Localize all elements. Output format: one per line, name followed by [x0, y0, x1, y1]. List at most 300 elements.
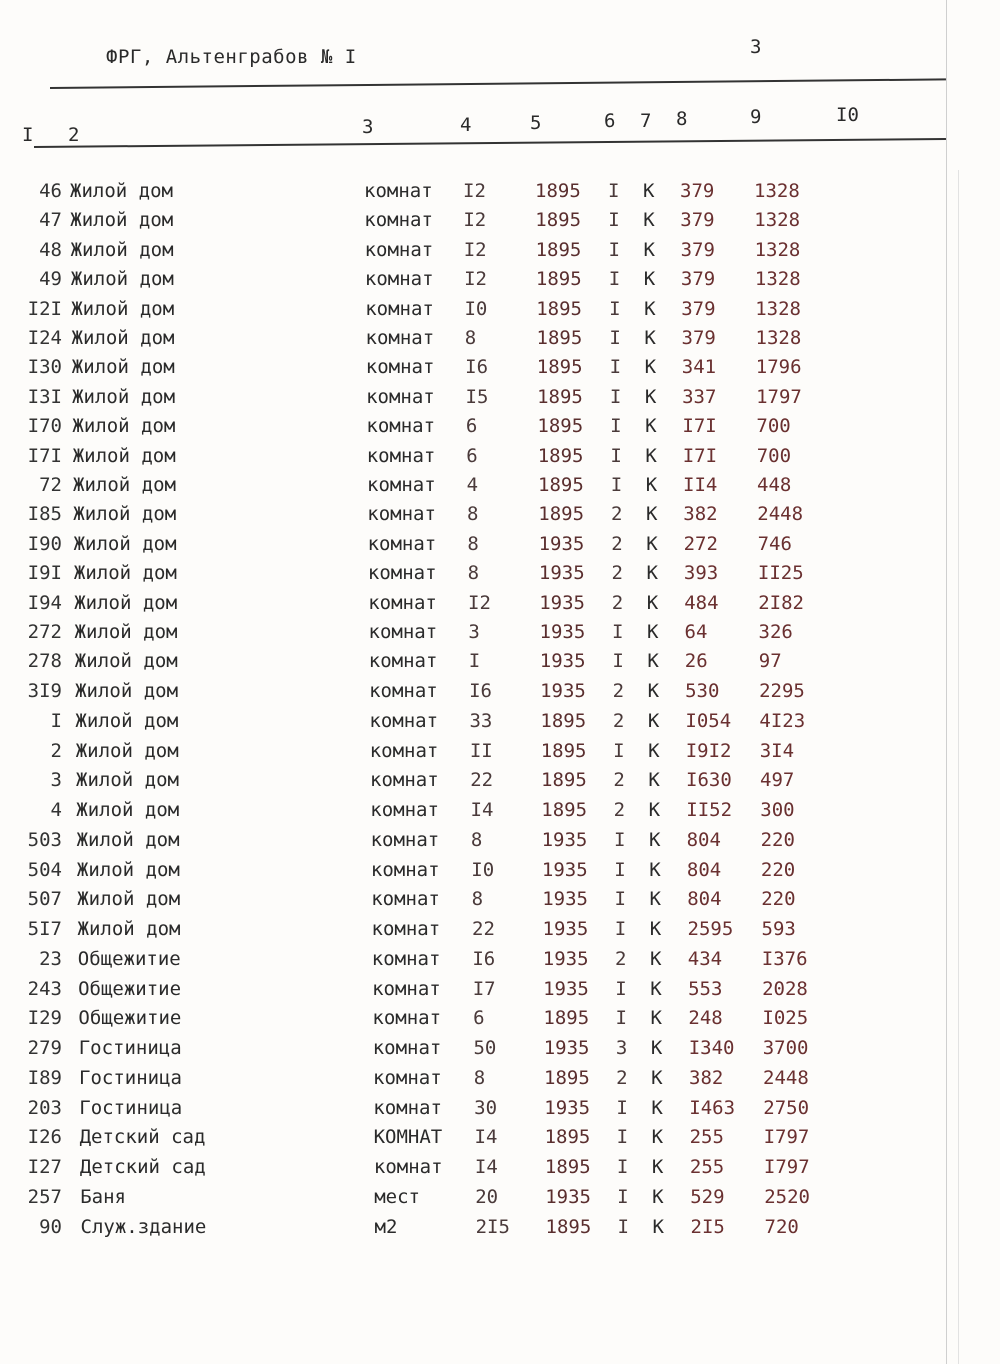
value: 300	[760, 799, 795, 822]
material: К	[645, 503, 658, 526]
unit: комнат	[365, 327, 435, 349]
material: К	[650, 977, 662, 1000]
value: 220	[760, 828, 795, 851]
object-name: Жилой дом	[76, 828, 180, 851]
material: К	[643, 268, 656, 291]
quantity: 22	[472, 918, 495, 941]
quantity: 33	[469, 709, 493, 732]
row-number: 279	[27, 1037, 62, 1060]
year: 1895	[541, 799, 588, 822]
year: 1895	[544, 1066, 590, 1089]
unit: комнат	[371, 918, 441, 941]
object-name: Жилой дом	[72, 415, 176, 438]
area: II52	[686, 799, 733, 822]
area: 382	[689, 1066, 724, 1089]
value: 1328	[754, 180, 800, 202]
material: К	[648, 769, 660, 792]
column-header-1: I	[22, 124, 34, 146]
material: К	[647, 680, 660, 703]
row-number: 5I7	[27, 918, 62, 941]
floors: 2	[613, 769, 625, 792]
object-name: Жилой дом	[76, 858, 180, 881]
row-number: 47	[39, 209, 62, 232]
year: 1895	[535, 238, 582, 261]
quantity: I6	[465, 356, 489, 379]
value: 1796	[755, 356, 802, 379]
row-number: I29	[27, 1007, 62, 1030]
material: К	[644, 385, 657, 408]
unit: комнат	[372, 1007, 442, 1030]
object-name: Детский сад	[79, 1126, 206, 1149]
quantity: 8	[467, 532, 479, 555]
year: 1935	[543, 1037, 590, 1060]
year: 1895	[537, 444, 584, 467]
unit: комнат	[369, 739, 439, 762]
floors: 2	[613, 799, 626, 822]
floors: I	[615, 977, 627, 1000]
floors: I	[616, 1156, 629, 1179]
material: К	[646, 591, 659, 614]
material: К	[647, 650, 659, 673]
value: 220	[761, 888, 796, 911]
unit: комнат	[366, 415, 436, 438]
object-name: Жилой дом	[70, 238, 174, 261]
object-name: Жилой дом	[76, 799, 180, 822]
unit: комнат	[365, 297, 434, 320]
column-header-4: 4	[460, 114, 472, 136]
row-number: I90	[27, 532, 62, 555]
area: 272	[683, 532, 718, 555]
row-number: 49	[39, 268, 62, 291]
column-header-5: 5	[530, 112, 542, 134]
row-number: I9I	[27, 562, 62, 585]
material: К	[647, 621, 659, 643]
floors: I	[614, 888, 626, 911]
column-header-2: 2	[68, 124, 80, 146]
material: К	[644, 297, 656, 320]
value: 720	[764, 1215, 799, 1238]
quantity: I6	[469, 680, 492, 703]
area: 379	[680, 209, 715, 232]
quantity: 8	[464, 327, 477, 349]
area: 382	[683, 503, 718, 526]
unit: комнат	[370, 769, 439, 792]
value: I025	[762, 1007, 809, 1030]
object-name: Жилой дом	[75, 709, 179, 732]
year: 1895	[544, 1126, 591, 1149]
column-header-8: 8	[676, 108, 688, 130]
area: 529	[690, 1185, 725, 1208]
year: 1935	[542, 918, 589, 941]
table-row	[0, 415, 946, 448]
quantity: I0	[464, 297, 488, 320]
area: 379	[680, 180, 715, 202]
area: I340	[688, 1037, 735, 1060]
floors: 2	[611, 591, 624, 614]
floors: I	[609, 385, 622, 408]
year: 1895	[535, 180, 581, 202]
unit: м2	[374, 1215, 398, 1238]
object-name: Жилой дом	[70, 268, 174, 291]
year: 1935	[541, 858, 588, 881]
object-name: Жилой дом	[76, 769, 179, 792]
floors: 2	[616, 1066, 628, 1089]
object-name: Жилой дом	[71, 356, 175, 379]
quantity: I4	[474, 1126, 498, 1149]
row-number: I24	[27, 327, 62, 349]
year: 1935	[544, 1096, 591, 1119]
quantity: I2	[464, 268, 487, 291]
unit: комнат	[367, 532, 437, 555]
year: 1895	[540, 739, 587, 762]
area: 393	[683, 562, 719, 585]
row-number: I3I	[27, 385, 62, 408]
floors: I	[610, 474, 623, 496]
floors: 2	[611, 562, 623, 585]
quantity: I0	[471, 858, 495, 881]
material: К	[643, 180, 655, 202]
unit: комнат	[370, 858, 440, 881]
row-number: I	[50, 709, 62, 732]
unit: комнат	[372, 977, 441, 1000]
floors: I	[608, 238, 620, 261]
material: К	[646, 532, 658, 555]
floors: 2	[610, 503, 623, 526]
value: 700	[756, 415, 791, 438]
unit: комнат	[367, 562, 437, 585]
unit: комнат	[364, 238, 434, 261]
table-row	[0, 299, 946, 329]
area: 434	[687, 947, 723, 970]
material: К	[648, 739, 660, 762]
floors: I	[610, 444, 622, 467]
value: 326	[758, 621, 793, 643]
row-number: 2	[50, 739, 62, 762]
quantity: 8	[471, 888, 484, 911]
quantity: 8	[470, 828, 483, 851]
object-name: Жилой дом	[75, 680, 179, 703]
value: 1328	[755, 327, 802, 349]
floors: 2	[611, 532, 623, 555]
object-name: Жилой дом	[74, 650, 178, 673]
area: 379	[680, 238, 715, 261]
material: К	[648, 799, 661, 822]
unit: комнат	[372, 1037, 442, 1060]
row-number: I26	[27, 1126, 62, 1149]
column-header-9: 9	[750, 106, 762, 128]
area: 255	[689, 1126, 724, 1149]
quantity: 6	[466, 444, 478, 467]
floors: I	[610, 415, 622, 438]
floors: I	[617, 1215, 629, 1238]
object-name: Баня	[80, 1185, 126, 1208]
area: 530	[685, 680, 720, 703]
year: 1895	[538, 503, 585, 526]
year: 1895	[537, 415, 584, 438]
quantity: 30	[474, 1096, 498, 1119]
object-name: Гостиница	[79, 1096, 183, 1119]
floors: 2	[612, 709, 625, 732]
area: 379	[681, 297, 716, 320]
quantity: I2	[463, 209, 487, 232]
area: I7I	[682, 444, 718, 467]
year: 1935	[542, 947, 589, 970]
area: 255	[689, 1156, 725, 1179]
quantity: 3	[468, 621, 480, 643]
material: К	[650, 1037, 663, 1060]
area: I630	[686, 769, 732, 792]
column-header-7: 7	[640, 110, 652, 132]
year: 1935	[538, 532, 585, 555]
unit: комнат	[371, 947, 441, 970]
material: К	[647, 709, 660, 732]
row-number: I30	[27, 356, 62, 379]
material: К	[652, 1215, 664, 1238]
unit: комнат	[364, 268, 434, 291]
row-number: 272	[27, 621, 62, 643]
row-number: 48	[39, 238, 62, 261]
unit: комнат	[369, 709, 439, 732]
object-name: Жилой дом	[73, 562, 177, 585]
row-number: I70	[27, 415, 62, 438]
row-number: 3I9	[27, 680, 62, 703]
floors: I	[614, 918, 627, 941]
table-row	[0, 269, 946, 299]
material: К	[644, 327, 656, 349]
quantity: 22	[470, 769, 494, 792]
material: К	[643, 238, 655, 261]
unit: комнат	[370, 799, 439, 822]
floors: I	[617, 1185, 629, 1208]
floors: 2	[612, 680, 625, 703]
quantity: 4	[466, 474, 479, 496]
value: 2448	[763, 1066, 809, 1089]
row-number: I7I	[27, 444, 62, 467]
area: 804	[687, 888, 722, 911]
object-name: Гостиница	[78, 1037, 182, 1060]
row-number: 23	[39, 947, 62, 970]
year: 1935	[538, 562, 585, 585]
floors: I	[609, 297, 621, 320]
floors: I	[608, 209, 620, 232]
year: 1895	[536, 327, 583, 349]
row-number: I27	[27, 1156, 62, 1179]
year: 1935	[539, 621, 586, 643]
year: 1895	[543, 1007, 590, 1030]
object-name: Гостиница	[79, 1066, 182, 1089]
object-name: Жилой дом	[77, 918, 181, 941]
area: 337	[682, 385, 717, 408]
year: 1935	[539, 650, 586, 673]
value: 2028	[762, 977, 808, 1000]
table-row	[0, 385, 946, 418]
area: 484	[684, 591, 719, 614]
material: К	[648, 828, 661, 851]
object-name: Общежитие	[78, 1007, 182, 1030]
area: 64	[684, 621, 708, 643]
area: 2595	[687, 918, 734, 941]
unit: комнат	[366, 385, 435, 408]
object-name: Жилой дом	[73, 532, 177, 555]
material: К	[649, 888, 661, 911]
column-header-3: 3	[362, 116, 374, 138]
floors: I	[616, 1096, 628, 1119]
value: 3700	[762, 1037, 809, 1060]
paper-edge-shadow	[958, 170, 959, 1364]
year: 1935	[539, 591, 585, 614]
row-number: 90	[39, 1215, 62, 1238]
object-name: Жилой дом	[70, 180, 173, 202]
material: К	[643, 209, 655, 232]
year: 1895	[541, 769, 587, 792]
year: 1935	[540, 680, 586, 703]
row-number: 243	[27, 977, 62, 1000]
object-name: Детский сад	[79, 1156, 206, 1179]
row-number: 4	[50, 799, 62, 822]
value: I797	[763, 1126, 810, 1149]
area: 804	[686, 858, 722, 881]
row-number: 257	[27, 1185, 62, 1208]
value: 97	[758, 650, 782, 673]
material: К	[650, 1007, 662, 1030]
quantity: 6	[473, 1007, 485, 1030]
material: К	[645, 415, 657, 438]
value: 1328	[754, 268, 801, 291]
value: 2I82	[758, 591, 804, 614]
unit: комнат	[364, 209, 433, 232]
year: 1935	[541, 828, 588, 851]
quantity: I7	[472, 977, 496, 1000]
unit: комнат	[368, 591, 437, 614]
quantity: 8	[466, 503, 479, 526]
row-number: 278	[27, 650, 62, 673]
area: 2I5	[690, 1215, 725, 1238]
table-row	[0, 329, 946, 359]
object-name: Жилой дом	[75, 739, 179, 762]
row-number: 503	[27, 828, 62, 851]
table-row	[0, 240, 946, 270]
table-row	[0, 1215, 946, 1251]
area: 26	[684, 650, 708, 673]
quantity: II	[469, 739, 493, 762]
row-number: 203	[27, 1096, 62, 1119]
value: 1797	[756, 385, 802, 408]
object-name: Жилой дом	[73, 503, 177, 526]
quantity: I2	[463, 180, 486, 202]
material: К	[651, 1066, 663, 1089]
quantity: I4	[470, 799, 494, 822]
unit: комнат	[367, 474, 436, 496]
year: 1895	[540, 709, 587, 732]
area: 804	[686, 828, 721, 851]
year: 1895	[537, 385, 583, 408]
object-name: Жилой дом	[70, 209, 174, 232]
row-number: I94	[27, 591, 62, 614]
object-name: Жилой дом	[72, 385, 176, 408]
year: 1895	[535, 268, 582, 291]
quantity: 2I5	[475, 1215, 510, 1238]
object-name: Жилой дом	[71, 297, 175, 320]
row-number: 507	[27, 888, 62, 911]
quantity: 8	[467, 562, 480, 585]
unit: комнат	[368, 621, 438, 643]
value: 2448	[757, 503, 804, 526]
floors: I	[614, 858, 626, 881]
quantity: I5	[465, 385, 489, 408]
material: К	[645, 474, 658, 496]
page-number: 3	[750, 36, 762, 58]
quantity: I2	[463, 238, 487, 261]
object-name: Общежитие	[77, 947, 181, 970]
object-name: Жилой дом	[72, 444, 176, 467]
unit: комнат	[366, 444, 436, 467]
value: 593	[761, 918, 796, 941]
row-number: 504	[27, 858, 62, 881]
value: 1328	[754, 238, 801, 261]
value: 2750	[763, 1096, 810, 1119]
quantity: 6	[465, 415, 478, 438]
material: К	[645, 444, 657, 467]
table-row	[0, 180, 946, 210]
object-name: Общежитие	[78, 977, 182, 1000]
year: 1895	[536, 297, 582, 320]
column-header-6: 6	[604, 110, 616, 132]
area: 379	[680, 268, 716, 291]
value: 1328	[754, 209, 801, 232]
floors: I	[609, 327, 621, 349]
unit: комнат	[364, 180, 433, 202]
value: 2520	[764, 1185, 810, 1208]
unit: комнат	[371, 888, 440, 911]
value: 448	[757, 474, 792, 496]
floors: I	[616, 1126, 629, 1149]
floors: I	[609, 356, 622, 379]
floors: I	[612, 650, 624, 673]
floors: I	[615, 1007, 627, 1030]
material: К	[646, 562, 658, 585]
area: 248	[688, 1007, 723, 1030]
value: 746	[757, 532, 792, 555]
value: 220	[760, 858, 796, 881]
unit: комнат	[370, 828, 440, 851]
floors: 2	[615, 947, 627, 970]
object-name: Служ.здание	[80, 1215, 207, 1238]
year: 1895	[535, 209, 582, 232]
row-number: I85	[27, 503, 62, 526]
paper-edge	[946, 0, 947, 1364]
year: 1935	[545, 1185, 591, 1208]
material: К	[651, 1096, 663, 1119]
value: 1328	[755, 297, 801, 320]
unit: комнат	[365, 356, 435, 379]
unit: комнат	[373, 1156, 443, 1179]
floors: I	[608, 180, 620, 202]
year: 1895	[538, 474, 584, 496]
material: К	[649, 918, 662, 941]
value: II25	[757, 562, 804, 585]
row-number: I2I	[27, 297, 62, 320]
material: К	[644, 356, 657, 379]
unit: КОМНАТ	[373, 1126, 443, 1149]
floors: 3	[615, 1037, 628, 1060]
value: 700	[756, 444, 792, 467]
value: 497	[760, 769, 795, 792]
value: 2295	[759, 680, 805, 703]
quantity: 50	[473, 1037, 497, 1060]
year: 1895	[545, 1215, 592, 1238]
unit: комнат	[373, 1066, 442, 1089]
value: I797	[763, 1156, 810, 1179]
